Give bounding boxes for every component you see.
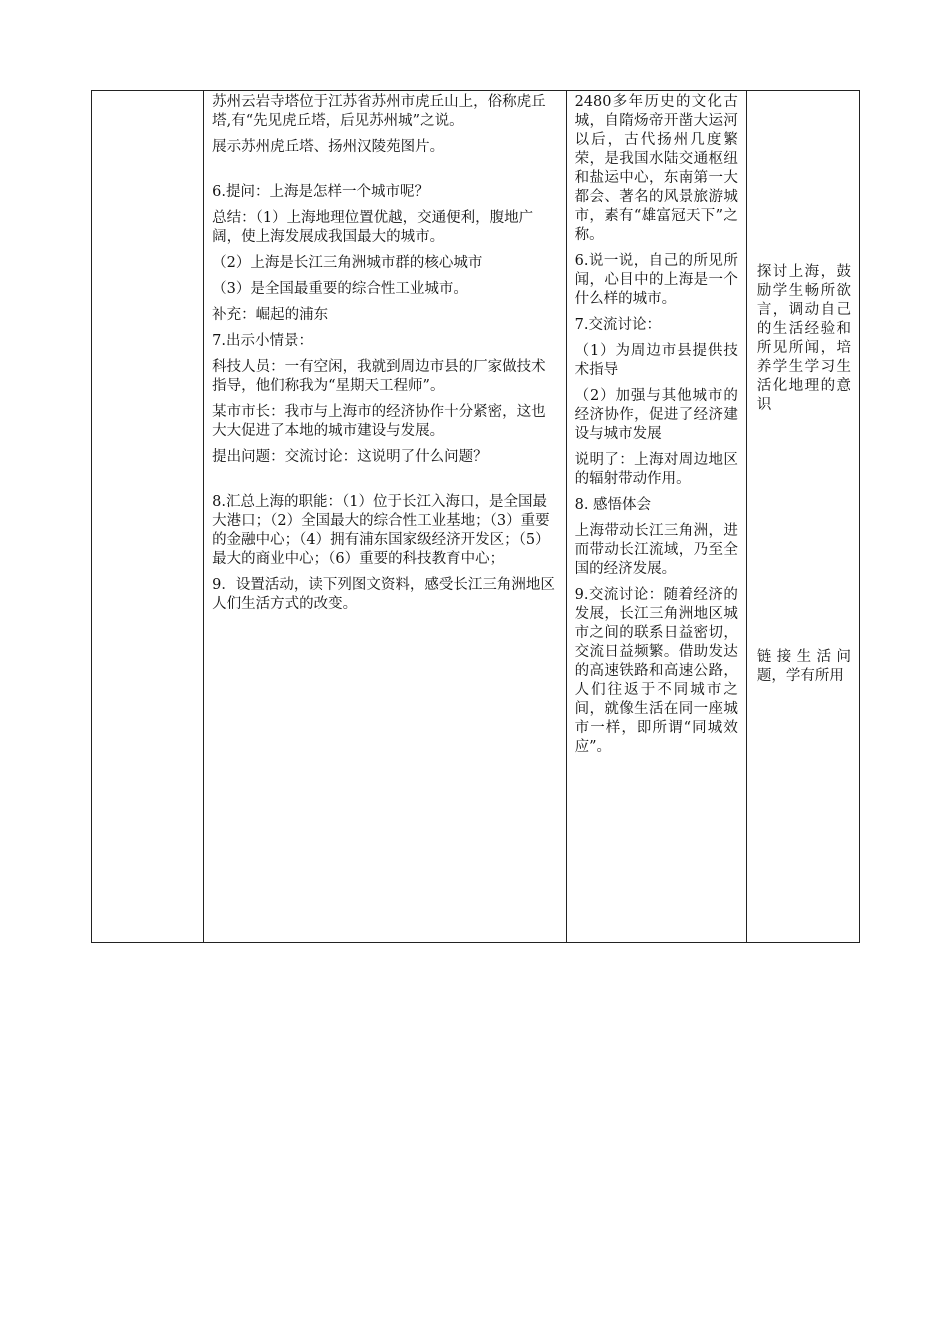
supplement-pudong-paragraph: 补充：崛起的浦东 — [212, 307, 329, 323]
teacher-activity-cell — [204, 91, 566, 943]
discussion-9-paragraph: 9.交流讨论：随着经济的发展，长江三角洲地区城市之间的联系日益密切，交流日益频繁。借助发达的高速铁路和高速公路，人们往返于不同城市之间，就像生活在同一座城市一样，即所谓“同城效应”。 — [574, 587, 738, 755]
intent-explore-shanghai: 探讨上海，鼓励学生畅所欲言，调动自己的生活经验和所见所闻，培养学生学习生活化地理的意识 — [756, 264, 851, 413]
intent-link-life: 链接生活问题，学有所用 — [756, 649, 851, 684]
shanghai-functions-paragraph: 8.汇总上海的职能：（1）位于长江入海口，是全国最大港口；（2）全国最大的综合性工业基地；（3）重要的金融中心；（4）拥有浦东国家级经济开发区；（5）最大的商业中心；（6）重要的科技教育中心； — [212, 494, 550, 567]
discussion-question-paragraph: 提出问题：交流讨论：这说明了什么问题？ — [212, 449, 488, 465]
scenario-7-paragraph: 7.出示小情景： — [212, 333, 313, 349]
tiger-hill-pagoda-paragraph: 苏州云岩寺塔位于江苏省苏州市虎丘山上，俗称虎丘塔,有“先见虎丘塔，后见苏州城”之说。 — [212, 94, 546, 129]
reflection-text-paragraph: 上海带动长江三角洲，进而带动长江流域，乃至全国的经济发展。 — [574, 523, 738, 577]
explanation-paragraph: 说明了：上海对周边地区的辐射带动作用。 — [574, 452, 738, 487]
reflection-8-paragraph: 8. 感悟体会 — [574, 497, 652, 513]
summary-2-paragraph: （2）上海是长江三角洲城市群的核心城市 — [212, 255, 483, 271]
tech-staff-paragraph: 科技人员：一有空闲，我就到周边市县的厂家做技术指导，他们称我为“星期天工程师”。 — [212, 359, 546, 394]
answer-1-paragraph: （1）为周边市县提供技术指导 — [574, 343, 738, 378]
mayor-paragraph: 某市市长：我市与上海市的经济协作十分紧密，这也大大促进了本地的城市建设与发展。 — [212, 404, 546, 439]
stage-cell — [92, 91, 204, 943]
lesson-plan-table — [91, 90, 860, 943]
student-activity-cell — [566, 91, 746, 943]
discussion-7-paragraph: 7.交流讨论： — [574, 317, 661, 333]
activity-9-text: 读下列图文资料，感受长江三角洲地区人们生活方式的改变。 — [212, 577, 555, 612]
summary-3-paragraph: （3）是全国最重要的综合性工业城市。 — [212, 281, 468, 297]
yangzhou-history-paragraph: 2480多年历史的文化古城，自隋炀帝开凿大运河以后，古代扬州几度繁荣，是我国水陆交通枢纽和盐运中心，东南第一大都会、著名的风景旅游城市，素有“雄富冠天下”之称。 — [574, 94, 738, 243]
answer-2-paragraph: （2）加强与其他城市的经济协作，促进了经济建设与城市发展 — [574, 388, 738, 442]
talk-6-paragraph: 6.说一说，自己的所见所闻，心目中的上海是一个什么样的城市。 — [574, 253, 738, 307]
question-6-paragraph: 6.提问：上海是怎样一个城市呢？ — [212, 184, 429, 200]
activity-9-paragraph — [212, 576, 557, 614]
activity-9-lead: 9．设置活动， — [212, 577, 309, 593]
summary-1-paragraph: 总结：（1）上海地理位置优越，交通便利，腹地广阔，使上海发展成我国最大的城市。 — [212, 210, 534, 245]
show-pictures-paragraph: 展示苏州虎丘塔、扬州汉陵苑图片。 — [212, 139, 445, 155]
design-intent-cell — [746, 91, 859, 943]
table-row — [92, 91, 860, 943]
